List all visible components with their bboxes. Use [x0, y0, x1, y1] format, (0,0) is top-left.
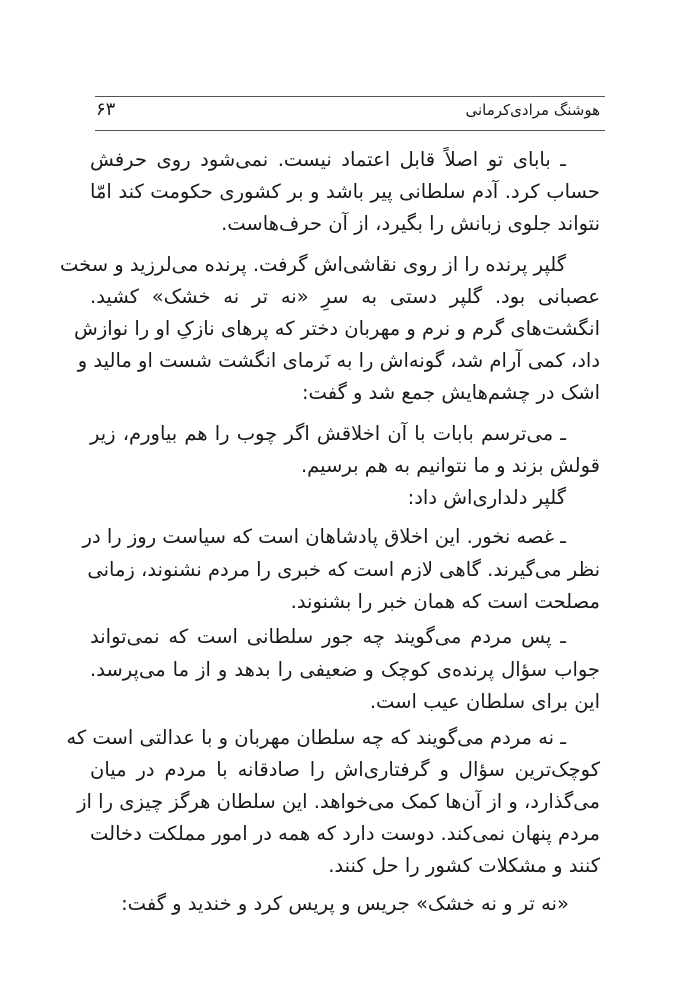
text-line: نظر می‌گیرند. گاهی لازم است که خبری را مردم نشنوند، زمانی: [87, 558, 600, 581]
text-line: ـ بابای تو اصلاً قابل اعتماد نیست. نمی‌شود روی حرفش: [90, 148, 566, 171]
text-line: ـ می‌ترسم بابات با آن اخلاقش اگر چوب را هم بیاورم، زیر: [90, 422, 566, 445]
text-line: گلپر دلداری‌اش داد:: [407, 486, 566, 509]
text-line: گلپر پرنده را از روی نقاشی‌اش گرفت. پرنده می‌لرزید و سخت: [60, 253, 566, 276]
text-line: «نه تر و نه خشک» جریس و پریس کرد و خندید و گفت:: [121, 892, 569, 915]
text-line: ـ غصه نخور. این اخلاق پادشاهان است که سیاست روز را در: [82, 525, 566, 548]
text-line: ـ پس مردم می‌گویند چه جور سلطانی است که نمی‌تواند: [90, 625, 566, 648]
text-line: حساب کرد. آدم سلطانی پیر باشد و بر کشوری حکومت کند امّا: [90, 180, 600, 203]
text-line: مصلحت است که همان خبر را بشنوند.: [290, 590, 600, 613]
page-number: ۶۳: [96, 99, 116, 120]
text-line: قولش بزند و ما نتوانیم به هم برسیم.: [300, 454, 600, 477]
text-line: کوچک‌ترین سؤال و گرفتاری‌اش را صادقانه با مردم در میان: [90, 758, 600, 781]
text-line: عصبانی بود. گلپر دستی به سرِ «نه تر نه خشک» کشید.: [90, 285, 600, 308]
text-line: جواب سؤال پرنده‌ی کوچک و ضعیفی را بدهد و از ما می‌پرسد.: [90, 658, 600, 681]
header-top-rule: [95, 96, 605, 97]
text-line: اشک در چشم‌هایش جمع شد و گفت:: [301, 381, 600, 404]
running-header-author: هوشنگ مرادی‌کرمانی: [465, 101, 600, 119]
text-line: این برای سلطان عیب است.: [369, 690, 600, 713]
text-line: مردم پنهان نمی‌کند. دوست دارد که همه در امور مملکت دخالت: [90, 822, 600, 845]
header-bottom-rule: [95, 130, 605, 131]
text-line: داد، کمی آرام شد، گونه‌اش را به نَرمای انگشت شست او مالید و: [77, 349, 600, 372]
text-line: ـ نه مردم می‌گویند که چه سلطان مهربان و با عدالتی است که: [66, 726, 566, 749]
text-line: انگشت‌های گرم و نرم و مهربان دختر که پرهای نازکِ او را نوازش: [74, 317, 600, 340]
text-line: نتواند جلوی زبانش را بگیرد، از آن حرف‌هاست.: [221, 212, 600, 235]
text-line: کنند و مشکلات کشور را حل کنند.: [328, 854, 600, 877]
text-line: می‌گذارد، و از آن‌ها کمک می‌خواهد. این سلطان هرگز چیزی را از: [77, 790, 600, 813]
